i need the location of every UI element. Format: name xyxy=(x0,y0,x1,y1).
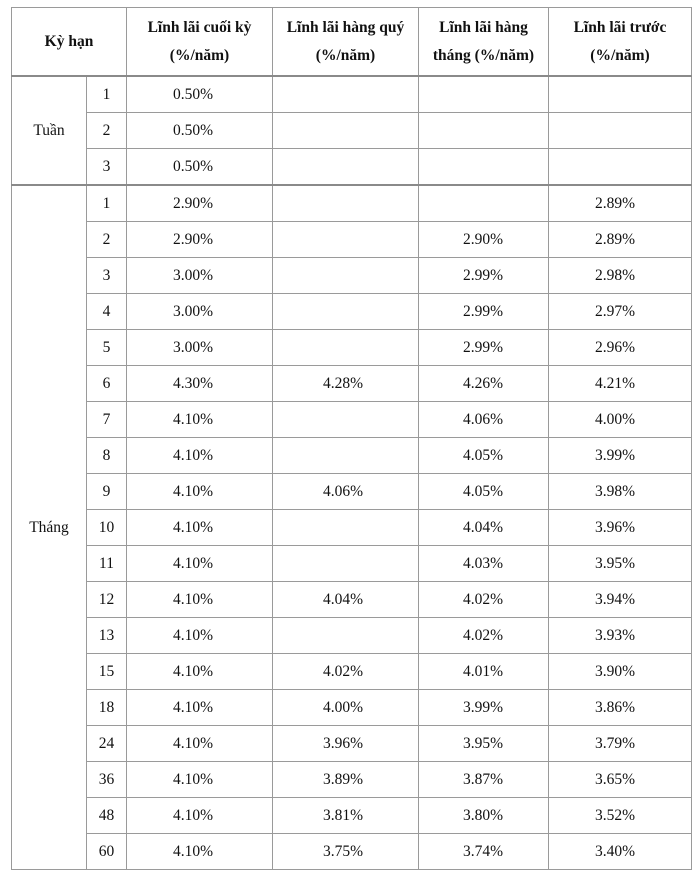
prepaid-rate-cell-value: 2.89% xyxy=(595,194,636,212)
prepaid-rate-cell-value: 3.52% xyxy=(595,806,636,824)
monthly-rate-cell-value: 4.04% xyxy=(463,518,504,536)
monthly-rate-cell-value: 2.99% xyxy=(463,302,504,320)
end-of-term-rate-cell xyxy=(127,834,273,870)
end-of-term-rate-cell xyxy=(127,113,273,149)
term-cell: 4 xyxy=(87,294,127,330)
end-of-term-rate-cell-value: 2.90% xyxy=(173,230,214,248)
prepaid-rate-cell-value: 4.00% xyxy=(595,410,636,428)
prepaid-rate-cell-value: 3.96% xyxy=(595,518,636,536)
header-prepaid: Lĩnh lãi trước (%/năm) xyxy=(549,8,692,77)
quarterly-rate-cell-value: 3.96% xyxy=(323,734,364,752)
end-of-term-rate-cell xyxy=(127,149,273,186)
prepaid-rate-cell-value: 2.89% xyxy=(595,230,636,248)
term-cell: 18 xyxy=(87,690,127,726)
monthly-rate-cell xyxy=(419,330,549,366)
group-label: Tuần xyxy=(12,76,87,185)
table-row xyxy=(12,546,692,582)
table-row xyxy=(12,76,692,113)
prepaid-rate-cell xyxy=(549,690,692,726)
quarterly-rate-cell-value: 4.00% xyxy=(323,698,364,716)
prepaid-rate-cell xyxy=(549,618,692,654)
end-of-term-rate-cell xyxy=(127,294,273,330)
end-of-term-rate-cell xyxy=(127,185,273,222)
table-row xyxy=(12,185,692,222)
monthly-rate-cell xyxy=(419,726,549,762)
end-of-term-rate-cell-value: 0.50% xyxy=(173,121,214,139)
table-body xyxy=(12,76,692,870)
end-of-term-rate-cell xyxy=(127,618,273,654)
monthly-rate-cell-value: 4.05% xyxy=(463,446,504,464)
prepaid-rate-cell xyxy=(549,294,692,330)
quarterly-rate-cell xyxy=(273,402,419,438)
end-of-term-rate-cell xyxy=(127,258,273,294)
table-row xyxy=(12,330,692,366)
monthly-rate-cell xyxy=(419,258,549,294)
end-of-term-rate-cell-value: 0.50% xyxy=(173,85,214,103)
term-cell: 13 xyxy=(87,618,127,654)
term-cell: 8 xyxy=(87,438,127,474)
header-row xyxy=(12,8,692,77)
quarterly-rate-cell xyxy=(273,618,419,654)
quarterly-rate-cell xyxy=(273,726,419,762)
monthly-rate-cell-value: 4.02% xyxy=(463,626,504,644)
end-of-term-rate-cell xyxy=(127,546,273,582)
monthly-rate-cell xyxy=(419,582,549,618)
end-of-term-rate-cell xyxy=(127,510,273,546)
group-label: Tháng xyxy=(12,185,87,870)
prepaid-rate-cell xyxy=(549,185,692,222)
prepaid-rate-cell-value: 3.86% xyxy=(595,698,636,716)
end-of-term-rate-cell-value: 4.10% xyxy=(173,446,214,464)
end-of-term-rate-cell xyxy=(127,438,273,474)
term-cell: 3 xyxy=(87,258,127,294)
quarterly-rate-cell xyxy=(273,330,419,366)
prepaid-rate-cell xyxy=(549,546,692,582)
end-of-term-rate-cell xyxy=(127,222,273,258)
header-quarterly: Lĩnh lãi hàng quý (%/năm) xyxy=(273,8,419,77)
quarterly-rate-cell xyxy=(273,113,419,149)
end-of-term-rate-cell xyxy=(127,474,273,510)
prepaid-rate-cell xyxy=(549,149,692,186)
table-row xyxy=(12,834,692,870)
monthly-rate-cell-value: 4.06% xyxy=(463,410,504,428)
prepaid-rate-cell xyxy=(549,762,692,798)
table-row xyxy=(12,113,692,149)
monthly-rate-cell-value: 3.95% xyxy=(463,734,504,752)
quarterly-rate-cell-value: 4.28% xyxy=(323,374,364,392)
monthly-rate-cell-value: 3.99% xyxy=(463,698,504,716)
prepaid-rate-cell xyxy=(549,474,692,510)
monthly-rate-cell-value: 4.03% xyxy=(463,554,504,572)
prepaid-rate-cell-value: 3.90% xyxy=(595,662,636,680)
quarterly-rate-cell xyxy=(273,582,419,618)
term-cell: 1 xyxy=(87,76,127,113)
table-row xyxy=(12,510,692,546)
end-of-term-rate-cell-value: 0.50% xyxy=(173,157,214,175)
table-row xyxy=(12,798,692,834)
table-row xyxy=(12,258,692,294)
prepaid-rate-cell xyxy=(549,654,692,690)
prepaid-rate-cell-value: 4.21% xyxy=(595,374,636,392)
end-of-term-rate-cell-value: 4.10% xyxy=(173,518,214,536)
end-of-term-rate-cell xyxy=(127,366,273,402)
monthly-rate-cell xyxy=(419,510,549,546)
quarterly-rate-cell xyxy=(273,798,419,834)
end-of-term-rate-cell-value: 4.10% xyxy=(173,842,214,860)
table-row xyxy=(12,474,692,510)
prepaid-rate-cell xyxy=(549,113,692,149)
quarterly-rate-cell xyxy=(273,149,419,186)
table-row xyxy=(12,762,692,798)
header-end-of-term: Lĩnh lãi cuối kỳ (%/năm) xyxy=(127,8,273,77)
prepaid-rate-cell xyxy=(549,582,692,618)
monthly-rate-cell xyxy=(419,438,549,474)
term-cell: 2 xyxy=(87,113,127,149)
end-of-term-rate-cell xyxy=(127,582,273,618)
quarterly-rate-cell xyxy=(273,76,419,113)
quarterly-rate-cell xyxy=(273,438,419,474)
monthly-rate-cell-value: 4.05% xyxy=(463,482,504,500)
prepaid-rate-cell-value: 2.97% xyxy=(595,302,636,320)
term-cell: 9 xyxy=(87,474,127,510)
table-row xyxy=(12,366,692,402)
monthly-rate-cell xyxy=(419,654,549,690)
end-of-term-rate-cell xyxy=(127,654,273,690)
monthly-rate-cell xyxy=(419,618,549,654)
quarterly-rate-cell xyxy=(273,510,419,546)
end-of-term-rate-cell xyxy=(127,762,273,798)
prepaid-rate-cell-value: 2.96% xyxy=(595,338,636,356)
monthly-rate-cell-value: 2.99% xyxy=(463,266,504,284)
table-row xyxy=(12,294,692,330)
quarterly-rate-cell xyxy=(273,222,419,258)
header-monthly: Lĩnh lãi hàng tháng (%/năm) xyxy=(419,8,549,77)
term-cell: 7 xyxy=(87,402,127,438)
prepaid-rate-cell-value: 3.94% xyxy=(595,590,636,608)
quarterly-rate-cell-value: 3.81% xyxy=(323,806,364,824)
monthly-rate-cell-value: 2.99% xyxy=(463,338,504,356)
table-row xyxy=(12,690,692,726)
end-of-term-rate-cell-value: 4.10% xyxy=(173,770,214,788)
end-of-term-rate-cell xyxy=(127,690,273,726)
term-cell: 48 xyxy=(87,798,127,834)
end-of-term-rate-cell-value: 4.10% xyxy=(173,662,214,680)
term-cell: 3 xyxy=(87,149,127,186)
quarterly-rate-cell xyxy=(273,834,419,870)
quarterly-rate-cell xyxy=(273,474,419,510)
end-of-term-rate-cell-value: 2.90% xyxy=(173,194,214,212)
prepaid-rate-cell-value: 3.40% xyxy=(595,842,636,860)
end-of-term-rate-cell xyxy=(127,798,273,834)
quarterly-rate-cell-value: 4.06% xyxy=(323,482,364,500)
prepaid-rate-cell xyxy=(549,438,692,474)
quarterly-rate-cell xyxy=(273,762,419,798)
quarterly-rate-cell-value: 4.04% xyxy=(323,590,364,608)
term-cell: 15 xyxy=(87,654,127,690)
monthly-rate-cell xyxy=(419,834,549,870)
end-of-term-rate-cell-value: 4.10% xyxy=(173,410,214,428)
term-cell: 60 xyxy=(87,834,127,870)
prepaid-rate-cell xyxy=(549,76,692,113)
monthly-rate-cell xyxy=(419,474,549,510)
end-of-term-rate-cell xyxy=(127,402,273,438)
term-cell: 10 xyxy=(87,510,127,546)
monthly-rate-cell-value: 2.90% xyxy=(463,230,504,248)
end-of-term-rate-cell-value: 4.10% xyxy=(173,554,214,572)
end-of-term-rate-cell-value: 4.10% xyxy=(173,806,214,824)
monthly-rate-cell xyxy=(419,798,549,834)
end-of-term-rate-cell xyxy=(127,726,273,762)
table-row xyxy=(12,438,692,474)
table-row xyxy=(12,654,692,690)
table-row xyxy=(12,149,692,186)
prepaid-rate-cell xyxy=(549,330,692,366)
term-cell: 1 xyxy=(87,185,127,222)
prepaid-rate-cell xyxy=(549,258,692,294)
table-row xyxy=(12,618,692,654)
term-cell: 11 xyxy=(87,546,127,582)
end-of-term-rate-cell-value: 3.00% xyxy=(173,338,214,356)
term-cell: 6 xyxy=(87,366,127,402)
prepaid-rate-cell-value: 3.93% xyxy=(595,626,636,644)
quarterly-rate-cell xyxy=(273,654,419,690)
table-row xyxy=(12,402,692,438)
monthly-rate-cell xyxy=(419,113,549,149)
prepaid-rate-cell-value: 3.95% xyxy=(595,554,636,572)
end-of-term-rate-cell-value: 3.00% xyxy=(173,266,214,284)
term-cell: 5 xyxy=(87,330,127,366)
monthly-rate-cell xyxy=(419,546,549,582)
quarterly-rate-cell-value: 4.02% xyxy=(323,662,364,680)
prepaid-rate-cell xyxy=(549,834,692,870)
table-row xyxy=(12,582,692,618)
end-of-term-rate-cell-value: 4.10% xyxy=(173,734,214,752)
prepaid-rate-cell xyxy=(549,366,692,402)
end-of-term-rate-cell xyxy=(127,330,273,366)
term-cell: 12 xyxy=(87,582,127,618)
prepaid-rate-cell-value: 3.65% xyxy=(595,770,636,788)
monthly-rate-cell xyxy=(419,222,549,258)
term-cell: 36 xyxy=(87,762,127,798)
monthly-rate-cell-value: 3.74% xyxy=(463,842,504,860)
term-cell: 24 xyxy=(87,726,127,762)
end-of-term-rate-cell-value: 4.10% xyxy=(173,626,214,644)
quarterly-rate-cell-value: 3.89% xyxy=(323,770,364,788)
monthly-rate-cell xyxy=(419,76,549,113)
end-of-term-rate-cell-value: 4.30% xyxy=(173,374,214,392)
quarterly-rate-cell xyxy=(273,366,419,402)
monthly-rate-cell xyxy=(419,366,549,402)
quarterly-rate-cell xyxy=(273,690,419,726)
monthly-rate-cell-value: 4.02% xyxy=(463,590,504,608)
prepaid-rate-cell xyxy=(549,726,692,762)
monthly-rate-cell-value: 4.01% xyxy=(463,662,504,680)
monthly-rate-cell xyxy=(419,185,549,222)
quarterly-rate-cell xyxy=(273,185,419,222)
monthly-rate-cell xyxy=(419,402,549,438)
prepaid-rate-cell-value: 3.79% xyxy=(595,734,636,752)
prepaid-rate-cell xyxy=(549,402,692,438)
table-row xyxy=(12,726,692,762)
prepaid-rate-cell-value: 3.99% xyxy=(595,446,636,464)
quarterly-rate-cell xyxy=(273,294,419,330)
prepaid-rate-cell-value: 2.98% xyxy=(595,266,636,284)
end-of-term-rate-cell-value: 3.00% xyxy=(173,302,214,320)
monthly-rate-cell xyxy=(419,294,549,330)
end-of-term-rate-cell-value: 4.10% xyxy=(173,590,214,608)
quarterly-rate-cell xyxy=(273,258,419,294)
monthly-rate-cell-value: 3.87% xyxy=(463,770,504,788)
prepaid-rate-cell xyxy=(549,222,692,258)
prepaid-rate-cell xyxy=(549,798,692,834)
prepaid-rate-cell xyxy=(549,510,692,546)
table-row xyxy=(12,222,692,258)
monthly-rate-cell xyxy=(419,690,549,726)
end-of-term-rate-cell xyxy=(127,76,273,113)
interest-rate-table xyxy=(11,7,692,870)
term-cell: 2 xyxy=(87,222,127,258)
quarterly-rate-cell xyxy=(273,546,419,582)
prepaid-rate-cell-value: 3.98% xyxy=(595,482,636,500)
monthly-rate-cell-value: 3.80% xyxy=(463,806,504,824)
end-of-term-rate-cell-value: 4.10% xyxy=(173,698,214,716)
monthly-rate-cell-value: 4.26% xyxy=(463,374,504,392)
quarterly-rate-cell-value: 3.75% xyxy=(323,842,364,860)
monthly-rate-cell xyxy=(419,762,549,798)
monthly-rate-cell xyxy=(419,149,549,186)
header-term: Kỳ hạn xyxy=(12,8,127,77)
end-of-term-rate-cell-value: 4.10% xyxy=(173,482,214,500)
